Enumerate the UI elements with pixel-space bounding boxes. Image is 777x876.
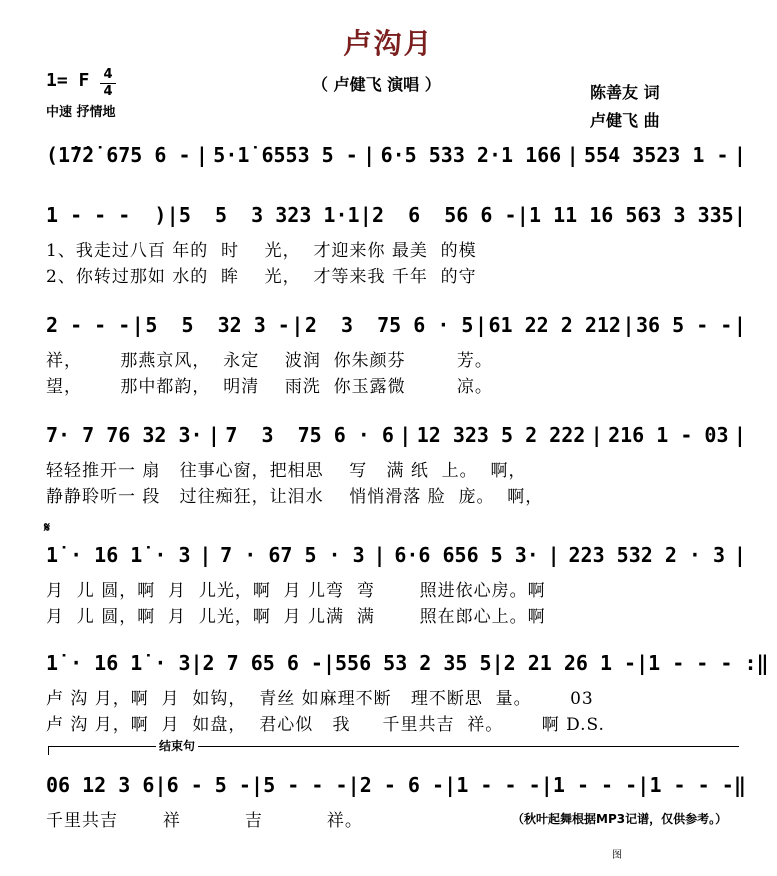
barline: |	[590, 423, 603, 447]
measure: 1 - - -	[649, 773, 734, 797]
barline: |	[474, 313, 488, 337]
barline: |	[733, 313, 746, 337]
lyric-verse-1	[46, 236, 746, 261]
barline: |	[347, 773, 360, 797]
measure: 1̇ · 16 1̇ · 3	[46, 543, 191, 567]
measure: 1 - - -	[456, 773, 541, 797]
lyric-text: 卢 沟 月，啊 月 如钩， 青丝 如麻理不断 理不断思 量。 03	[46, 689, 594, 709]
measure: 6·6 656 5 3·	[394, 543, 539, 567]
barline: |	[636, 651, 649, 675]
time-signature-bottom: 4	[103, 84, 113, 99]
segno-sign: 𝄋	[44, 520, 51, 536]
measure: 2 6 56 6 -	[372, 203, 517, 227]
measure: 5 5 32 3 -	[145, 313, 290, 337]
lyric-text: 2、你转过那如 水的 眸 光， 才等来我 千年 的守	[46, 267, 477, 287]
barline: |	[566, 143, 579, 167]
barline: |	[540, 773, 553, 797]
time-signature-top: 4	[103, 67, 113, 82]
measure: 7 3 75 6 · 6	[225, 423, 394, 447]
barline: |	[491, 651, 504, 675]
measure: 1 - - - :‖	[648, 651, 769, 675]
ending-label: 结束句	[156, 737, 198, 754]
score-line-7	[46, 770, 746, 800]
measure: 2 - 6 -	[359, 773, 445, 797]
barline: |	[399, 423, 412, 447]
lyric-verse-2	[46, 262, 746, 287]
measure: 1 - - -	[552, 773, 638, 797]
barline: |	[154, 773, 167, 797]
measure: 1 - - - )	[46, 203, 167, 227]
score-line-6	[46, 648, 769, 678]
lyric-verse-1	[46, 456, 746, 481]
barline: |	[733, 143, 746, 167]
score-line-4	[46, 420, 746, 450]
lyric-verse-2	[46, 482, 746, 507]
measure: 36 5 - -	[636, 313, 733, 337]
lyricist-credit: 陈善友 词	[590, 83, 660, 102]
key-signature: 1= F	[46, 70, 90, 91]
barline: |	[359, 203, 372, 227]
score-line-3	[46, 310, 746, 340]
barline: |	[190, 651, 203, 675]
measure: 223 532 2 · 3	[568, 543, 726, 567]
lyric-text: 卢 沟 月，啊 月 如盘， 君心似 我 千里共吉 祥。 啊 D.S.	[46, 715, 605, 735]
lyric-text: 轻轻推开一 扇 往事心窗，把相思 写 满 纸 上。 啊，	[46, 461, 527, 481]
barline: |	[637, 773, 650, 797]
measure: 6 - 5 -	[166, 773, 251, 797]
barline: |	[166, 203, 179, 227]
song-subtitle: （ 卢健飞 演唱 ）	[312, 75, 441, 94]
corner-mark: 图	[612, 850, 622, 861]
lyric-text: 静静聆听一 段 过往痴狂，让泪水 悄悄滑落 脸 庞。 啊，	[46, 487, 544, 507]
lyric-verse-1	[46, 684, 746, 709]
lyric-text: 1、我走过八百 年的 时 光， 才迎来你 最美 的模	[46, 241, 477, 261]
lyric-verse-2	[46, 710, 746, 735]
barline: |	[373, 543, 386, 567]
lyric-verse-2	[46, 372, 746, 397]
score-line-2	[46, 200, 746, 230]
measure: 2 - - -	[46, 313, 131, 337]
lyric-verse-1	[46, 346, 746, 371]
barline: |	[195, 143, 208, 167]
measure: 12 323 5 2 222	[416, 423, 586, 447]
measure: 1̇ · 16 1̇ · 3	[46, 651, 191, 675]
lyric-text: 月 儿 圆，啊 月 儿光，啊 月 儿弯 弯 照进依心房。啊	[46, 581, 546, 601]
measure: 06 12 3 6	[46, 773, 155, 797]
time-signature	[100, 68, 116, 99]
barline: |	[444, 773, 457, 797]
barline: |	[199, 543, 212, 567]
measure: 5 5 3 323 1·1	[178, 203, 360, 227]
measure: 1 11 16 563 3 335	[529, 203, 734, 227]
barline: |	[207, 423, 220, 447]
ending-bracket	[48, 746, 739, 755]
score-line-5	[46, 540, 746, 570]
barline: |	[322, 651, 336, 675]
barline: |	[547, 543, 560, 567]
barline: |	[733, 423, 746, 447]
barline: |	[131, 313, 144, 337]
measure: (1̇7̇2̇ 675 6 -	[46, 143, 191, 167]
barline: |	[251, 773, 264, 797]
barline: |	[733, 203, 746, 227]
measure: 554 3523 1 -	[584, 143, 729, 167]
transcription-note: （秋叶起舞根据MP3记谱，仅供参考。）	[512, 812, 728, 826]
tempo-marking: 中速 抒情地	[46, 105, 116, 120]
barline: |	[733, 543, 746, 567]
lyric-ending	[46, 806, 363, 831]
measure: 2 3 75 6 · 5	[304, 313, 474, 337]
final-barline: ‖	[733, 773, 746, 797]
lyric-verse-1	[46, 576, 746, 601]
measure: 556 53 2 35 5	[335, 651, 492, 675]
lyric-text: 望， 那中都韵， 明清 雨洗 你玉露微 凉。	[46, 377, 493, 397]
barline: |	[622, 313, 635, 337]
measure: 7· 7 76 32 3·	[46, 423, 203, 447]
barline: |	[291, 313, 304, 337]
measure: 2 21 26 1 -	[503, 651, 637, 675]
measure: 7 · 67 5 · 3	[220, 543, 365, 567]
measure: 6·5 533 2·1 166	[380, 143, 562, 167]
score-line-1	[46, 140, 746, 170]
lyric-text: 月 儿 圆，啊 月 儿光，啊 月 儿满 满 照在郎心上。啊	[46, 607, 546, 627]
measure: 5·1̇ 6553 5 -	[213, 143, 358, 167]
barline: |	[516, 203, 529, 227]
song-title: 卢沟月	[343, 27, 434, 60]
lyric-text: 祥， 那燕京风， 永定 波润 你朱颜芬 芳。	[46, 351, 493, 371]
lyric-verse-2	[46, 602, 746, 627]
measure: 5 - - -	[263, 773, 348, 797]
measure: 2 7 65 6 -	[202, 651, 323, 675]
measure: 61 22 2 212	[488, 313, 621, 337]
lyric-text: 千里共吉 祥 吉 祥。	[46, 811, 363, 831]
barline: |	[363, 143, 376, 167]
composer-credit: 卢健飞 曲	[590, 111, 660, 130]
measure: 216 1 - 03	[608, 423, 729, 447]
